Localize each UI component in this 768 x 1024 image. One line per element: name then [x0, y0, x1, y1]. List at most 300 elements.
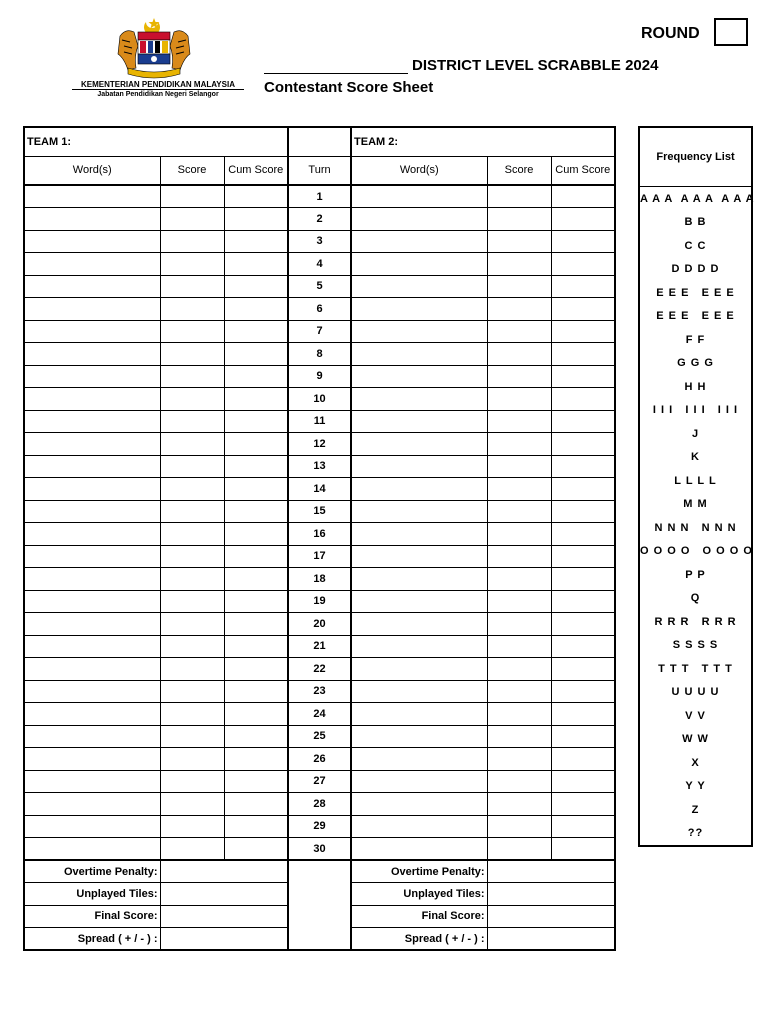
team2-footer-label: Final Score:	[351, 905, 487, 928]
turn-number: 14	[288, 478, 351, 501]
team2-cum-score-cell[interactable]	[551, 545, 615, 568]
team2-cum-score-cell[interactable]	[551, 410, 615, 433]
turn-number: 1	[288, 185, 351, 208]
frequency-item: F F	[685, 333, 706, 346]
turn-row	[24, 455, 615, 478]
turn-number: 11	[288, 410, 351, 433]
team2-score-cell[interactable]	[487, 793, 551, 816]
team2-word-cell[interactable]	[351, 590, 487, 613]
turn-number: 24	[288, 703, 351, 726]
turn-row	[24, 253, 615, 276]
team2-words-header: Word(s)	[351, 156, 487, 185]
team2-word-cell[interactable]	[351, 365, 487, 388]
team2-cum-score-cell[interactable]	[551, 703, 615, 726]
turn-number: 8	[288, 343, 351, 366]
team2-score-cell[interactable]	[487, 568, 551, 591]
turn-number: 22	[288, 658, 351, 681]
footer-row	[24, 860, 615, 883]
frequency-item: T T T T T T	[658, 662, 733, 675]
team1-word-cell[interactable]	[24, 230, 160, 253]
team2-score-cell[interactable]	[487, 320, 551, 343]
team1-cum-score-cell[interactable]	[224, 500, 288, 523]
logo-divider	[72, 89, 244, 90]
team2-score-cell[interactable]	[487, 343, 551, 366]
team1-cum-score-cell[interactable]	[224, 343, 288, 366]
district-name-blank[interactable]	[264, 73, 408, 74]
team1-word-cell[interactable]	[24, 838, 160, 861]
turn-header: Turn	[288, 156, 351, 185]
team1-word-cell[interactable]	[24, 703, 160, 726]
turn-row	[24, 208, 615, 231]
frequency-item: V V	[685, 709, 706, 722]
team1-score-cell[interactable]	[160, 770, 224, 793]
turn-number: 6	[288, 298, 351, 321]
team1-word-cell[interactable]	[24, 478, 160, 501]
team1-score-cell[interactable]	[160, 410, 224, 433]
team1-cum-score-cell[interactable]	[224, 365, 288, 388]
team2-cum-score-cell[interactable]	[551, 230, 615, 253]
turn-number: 10	[288, 388, 351, 411]
team1-cum-score-cell[interactable]	[224, 748, 288, 771]
team1-cum-score-cell[interactable]	[224, 793, 288, 816]
team2-score-cell[interactable]	[487, 703, 551, 726]
team1-score-cell[interactable]	[160, 208, 224, 231]
team2-score-cell[interactable]	[487, 523, 551, 546]
team2-word-cell[interactable]	[351, 208, 487, 231]
team2-footer-value[interactable]	[487, 860, 615, 883]
frequency-item: P P	[685, 568, 706, 581]
frequency-item: G G G	[677, 357, 714, 370]
turn-number: 17	[288, 545, 351, 568]
team2-cum-score-cell[interactable]	[551, 455, 615, 478]
team2-cum-score-cell[interactable]	[551, 568, 615, 591]
team2-word-cell[interactable]	[351, 793, 487, 816]
team1-score-cell[interactable]	[160, 523, 224, 546]
team1-cum-score-cell[interactable]	[224, 725, 288, 748]
team1-cum-score-cell[interactable]	[224, 613, 288, 636]
team2-score-cell[interactable]	[487, 770, 551, 793]
turn-row	[24, 478, 615, 501]
team1-cum-score-cell[interactable]	[224, 275, 288, 298]
team1-word-cell[interactable]	[24, 275, 160, 298]
team1-cum-score-cell[interactable]	[224, 410, 288, 433]
frequency-list-title: Frequency List	[639, 127, 752, 187]
team2-word-cell[interactable]	[351, 320, 487, 343]
frequency-item: E E E E E E	[656, 310, 735, 323]
team1-cum-score-cell[interactable]	[224, 478, 288, 501]
team1-cum-score-cell[interactable]	[224, 523, 288, 546]
team2-word-cell[interactable]	[351, 748, 487, 771]
team1-word-cell[interactable]	[24, 590, 160, 613]
team2-word-cell[interactable]	[351, 568, 487, 591]
frequency-item: ??	[687, 827, 704, 840]
team2-score-cell[interactable]	[487, 658, 551, 681]
team1-word-cell[interactable]	[24, 680, 160, 703]
team1-cum-score-cell[interactable]	[224, 590, 288, 613]
team1-word-cell[interactable]	[24, 455, 160, 478]
team2-cum-score-cell[interactable]	[551, 208, 615, 231]
team2-footer-label: Overtime Penalty:	[351, 860, 487, 883]
team2-cum-score-cell[interactable]	[551, 298, 615, 321]
team1-word-cell[interactable]	[24, 793, 160, 816]
frequency-item: N N N N N N	[654, 521, 737, 534]
team1-word-cell[interactable]	[24, 815, 160, 838]
turn-row	[24, 770, 615, 793]
frequency-item: B B	[684, 216, 707, 229]
team2-cum-score-header: Cum Score	[551, 156, 615, 185]
team1-word-cell[interactable]	[24, 185, 160, 208]
turn-row	[24, 748, 615, 771]
team1-score-cell[interactable]	[160, 635, 224, 658]
team2-word-cell[interactable]	[351, 613, 487, 636]
frequency-item: J	[691, 427, 700, 440]
team2-word-cell[interactable]	[351, 455, 487, 478]
team1-word-cell[interactable]	[24, 545, 160, 568]
team2-word-cell[interactable]	[351, 658, 487, 681]
team1-score-cell[interactable]	[160, 793, 224, 816]
team2-cum-score-cell[interactable]	[551, 838, 615, 861]
team2-word-cell[interactable]	[351, 770, 487, 793]
team1-score-cell[interactable]	[160, 838, 224, 861]
team2-score-cell[interactable]	[487, 298, 551, 321]
team2-score-cell[interactable]	[487, 545, 551, 568]
team1-score-cell[interactable]	[160, 478, 224, 501]
team2-cum-score-cell[interactable]	[551, 320, 615, 343]
team1-footer-value[interactable]	[160, 860, 288, 883]
team2-word-cell[interactable]	[351, 275, 487, 298]
team1-score-cell[interactable]	[160, 320, 224, 343]
team2-score-cell[interactable]	[487, 478, 551, 501]
frequency-list	[638, 126, 753, 847]
team2-score-cell[interactable]	[487, 433, 551, 456]
turn-number: 25	[288, 725, 351, 748]
turn-number: 19	[288, 590, 351, 613]
frequency-item: K	[691, 451, 700, 464]
team2-score-cell[interactable]	[487, 500, 551, 523]
team2-label[interactable]: TEAM 2:	[351, 127, 615, 156]
turn-row	[24, 680, 615, 703]
team2-cum-score-cell[interactable]	[551, 433, 615, 456]
turn-row	[24, 298, 615, 321]
district-title: DISTRICT LEVEL SCRABBLE 2024	[412, 57, 659, 74]
team1-cum-score-cell[interactable]	[224, 253, 288, 276]
team1-word-cell[interactable]	[24, 320, 160, 343]
team2-word-cell[interactable]	[351, 343, 487, 366]
turn-row	[24, 500, 615, 523]
team1-score-cell[interactable]	[160, 365, 224, 388]
team2-cum-score-cell[interactable]	[551, 793, 615, 816]
team1-word-cell[interactable]	[24, 748, 160, 771]
team1-cum-score-cell[interactable]	[224, 680, 288, 703]
team2-score-cell[interactable]	[487, 455, 551, 478]
team1-score-cell[interactable]	[160, 298, 224, 321]
frequency-item: C C	[684, 239, 707, 252]
team2-cum-score-cell[interactable]	[551, 275, 615, 298]
frequency-item: W W	[682, 733, 709, 746]
team2-cum-score-cell[interactable]	[551, 725, 615, 748]
team2-score-cell[interactable]	[487, 838, 551, 861]
team1-word-cell[interactable]	[24, 568, 160, 591]
team2-word-cell[interactable]	[351, 433, 487, 456]
team2-score-cell[interactable]	[487, 365, 551, 388]
frequency-item: U U U U	[671, 686, 720, 699]
team1-cum-score-cell[interactable]	[224, 208, 288, 231]
frequency-item: Q	[690, 592, 701, 605]
team2-word-cell[interactable]	[351, 230, 487, 253]
team2-cum-score-cell[interactable]	[551, 658, 615, 681]
team1-footer-value[interactable]	[160, 928, 288, 951]
team1-word-cell[interactable]	[24, 770, 160, 793]
team1-cum-score-cell[interactable]	[224, 455, 288, 478]
turn-row	[24, 365, 615, 388]
team2-cum-score-cell[interactable]	[551, 253, 615, 276]
team1-word-cell[interactable]	[24, 410, 160, 433]
team1-score-cell[interactable]	[160, 680, 224, 703]
team2-score-cell[interactable]	[487, 613, 551, 636]
score-table	[23, 126, 616, 951]
team2-score-cell[interactable]	[487, 230, 551, 253]
team1-score-cell[interactable]	[160, 500, 224, 523]
turn-number: 13	[288, 455, 351, 478]
sheet-subtitle: Contestant Score Sheet	[264, 79, 434, 96]
turn-row	[24, 590, 615, 613]
team2-score-cell[interactable]	[487, 680, 551, 703]
team1-word-cell[interactable]	[24, 253, 160, 276]
frequency-item: Y Y	[685, 780, 706, 793]
team2-word-cell[interactable]	[351, 500, 487, 523]
team2-score-cell[interactable]	[487, 748, 551, 771]
turn-number: 27	[288, 770, 351, 793]
team2-cum-score-cell[interactable]	[551, 815, 615, 838]
team2-word-cell[interactable]	[351, 635, 487, 658]
turn-number: 9	[288, 365, 351, 388]
team2-score-cell[interactable]	[487, 253, 551, 276]
team1-word-cell[interactable]	[24, 298, 160, 321]
turn-row	[24, 815, 615, 838]
team1-score-cell[interactable]	[160, 725, 224, 748]
turn-row	[24, 433, 615, 456]
turn-number: 16	[288, 523, 351, 546]
team2-score-cell[interactable]	[487, 410, 551, 433]
turn-number: 23	[288, 680, 351, 703]
team1-footer-value[interactable]	[160, 883, 288, 906]
team1-label[interactable]: TEAM 1:	[24, 127, 288, 156]
turn-row	[24, 545, 615, 568]
team1-cum-score-cell[interactable]	[224, 815, 288, 838]
team1-word-cell[interactable]	[24, 343, 160, 366]
team1-score-cell[interactable]	[160, 568, 224, 591]
turn-number: 4	[288, 253, 351, 276]
team2-word-cell[interactable]	[351, 545, 487, 568]
team1-score-cell[interactable]	[160, 590, 224, 613]
team1-cum-score-cell[interactable]	[224, 433, 288, 456]
team2-word-cell[interactable]	[351, 725, 487, 748]
frequency-item: Z	[691, 803, 700, 816]
team2-score-cell[interactable]	[487, 388, 551, 411]
team2-score-cell[interactable]	[487, 815, 551, 838]
frequency-item: S S S S	[672, 639, 719, 652]
team1-score-cell[interactable]	[160, 703, 224, 726]
turn-row	[24, 275, 615, 298]
team1-word-cell[interactable]	[24, 388, 160, 411]
team-header-row	[24, 127, 615, 156]
team2-cum-score-cell[interactable]	[551, 478, 615, 501]
team2-cum-score-cell[interactable]	[551, 500, 615, 523]
team1-word-cell[interactable]	[24, 725, 160, 748]
team2-cum-score-cell[interactable]	[551, 365, 615, 388]
team2-score-cell[interactable]	[487, 275, 551, 298]
turn-number: 20	[288, 613, 351, 636]
turn-row	[24, 568, 615, 591]
team1-word-cell[interactable]	[24, 365, 160, 388]
team2-footer-value[interactable]	[487, 905, 615, 928]
team2-cum-score-cell[interactable]	[551, 590, 615, 613]
frequency-item: R R R R R R	[654, 615, 737, 628]
frequency-item: A A A A A A A A A	[640, 192, 755, 205]
ministry-name: KEMENTERIAN PENDIDIKAN MALAYSIA	[81, 80, 235, 89]
turn-row	[24, 523, 615, 546]
team2-cum-score-cell[interactable]	[551, 523, 615, 546]
team1-word-cell[interactable]	[24, 613, 160, 636]
team1-score-cell[interactable]	[160, 253, 224, 276]
team2-word-cell[interactable]	[351, 478, 487, 501]
team1-score-cell[interactable]	[160, 230, 224, 253]
team1-cum-score-cell[interactable]	[224, 388, 288, 411]
turn-number: 3	[288, 230, 351, 253]
turn-number: 5	[288, 275, 351, 298]
team2-cum-score-cell[interactable]	[551, 185, 615, 208]
team2-word-cell[interactable]	[351, 410, 487, 433]
team1-score-cell[interactable]	[160, 658, 224, 681]
team1-score-cell[interactable]	[160, 455, 224, 478]
team2-word-cell[interactable]	[351, 703, 487, 726]
team1-cum-score-cell[interactable]	[224, 545, 288, 568]
turn-number: 2	[288, 208, 351, 231]
team2-score-cell[interactable]	[487, 590, 551, 613]
column-header-row	[24, 156, 615, 185]
team1-cum-score-cell[interactable]	[224, 770, 288, 793]
coat-of-arms-logo	[112, 16, 196, 80]
team1-cum-score-cell[interactable]	[224, 703, 288, 726]
team1-score-cell[interactable]	[160, 275, 224, 298]
team1-cum-score-header: Cum Score	[224, 156, 288, 185]
turn-row	[24, 410, 615, 433]
team2-footer-label: Spread ( + / - ) :	[351, 928, 487, 951]
team1-footer-label: Spread ( + / - ) :	[24, 928, 160, 951]
team2-cum-score-cell[interactable]	[551, 770, 615, 793]
turn-row	[24, 658, 615, 681]
team1-footer-label: Final Score:	[24, 905, 160, 928]
turn-row	[24, 185, 615, 208]
team1-score-cell[interactable]	[160, 185, 224, 208]
team1-cum-score-cell[interactable]	[224, 568, 288, 591]
turn-row	[24, 613, 615, 636]
frequency-item: O O O O O O O O	[640, 545, 753, 558]
team2-score-cell[interactable]	[487, 725, 551, 748]
team1-cum-score-cell[interactable]	[224, 298, 288, 321]
team2-word-cell[interactable]	[351, 185, 487, 208]
state-department-name: Jabatan Pendidikan Negeri Selangor	[97, 91, 219, 98]
team1-score-header: Score	[160, 156, 224, 185]
frequency-item: X	[691, 756, 700, 769]
team1-score-cell[interactable]	[160, 613, 224, 636]
team2-word-cell[interactable]	[351, 838, 487, 861]
team2-word-cell[interactable]	[351, 388, 487, 411]
team2-word-cell[interactable]	[351, 298, 487, 321]
team2-footer-value[interactable]	[487, 883, 615, 906]
team1-cum-score-cell[interactable]	[224, 838, 288, 861]
team2-footer-value[interactable]	[487, 928, 615, 951]
team1-score-cell[interactable]	[160, 343, 224, 366]
team2-cum-score-cell[interactable]	[551, 748, 615, 771]
turn-number: 28	[288, 793, 351, 816]
team2-cum-score-cell[interactable]	[551, 343, 615, 366]
turn-number: 7	[288, 320, 351, 343]
frequency-item: L L L L	[674, 474, 717, 487]
round-number-box[interactable]	[714, 18, 748, 46]
turn-footer-blank	[288, 860, 351, 950]
turn-number: 30	[288, 838, 351, 861]
frequency-item: E E E E E E	[656, 286, 735, 299]
team1-word-cell[interactable]	[24, 658, 160, 681]
team1-word-cell[interactable]	[24, 208, 160, 231]
team1-word-cell[interactable]	[24, 635, 160, 658]
team1-cum-score-cell[interactable]	[224, 320, 288, 343]
team1-score-cell[interactable]	[160, 748, 224, 771]
team1-score-cell[interactable]	[160, 815, 224, 838]
team2-cum-score-cell[interactable]	[551, 388, 615, 411]
team2-footer-label: Unplayed Tiles:	[351, 883, 487, 906]
team2-cum-score-cell[interactable]	[551, 680, 615, 703]
team2-cum-score-cell[interactable]	[551, 635, 615, 658]
team1-footer-label: Unplayed Tiles:	[24, 883, 160, 906]
turn-row	[24, 703, 615, 726]
team1-word-cell[interactable]	[24, 433, 160, 456]
round-label: ROUND	[641, 25, 700, 42]
turn-number: 15	[288, 500, 351, 523]
turn-row	[24, 320, 615, 343]
team1-score-cell[interactable]	[160, 388, 224, 411]
frequency-item: D D D D	[671, 263, 720, 276]
team2-score-header: Score	[487, 156, 551, 185]
team2-score-cell[interactable]	[487, 208, 551, 231]
team1-word-cell[interactable]	[24, 523, 160, 546]
team1-cum-score-cell[interactable]	[224, 658, 288, 681]
team1-score-cell[interactable]	[160, 545, 224, 568]
team2-word-cell[interactable]	[351, 815, 487, 838]
team2-word-cell[interactable]	[351, 253, 487, 276]
turn-row	[24, 838, 615, 861]
team1-footer-label: Overtime Penalty:	[24, 860, 160, 883]
turn-number: 21	[288, 635, 351, 658]
team2-score-cell[interactable]	[487, 185, 551, 208]
team2-word-cell[interactable]	[351, 523, 487, 546]
team1-cum-score-cell[interactable]	[224, 230, 288, 253]
team1-cum-score-cell[interactable]	[224, 635, 288, 658]
frequency-item: I I I I I I I I I	[652, 404, 739, 417]
team1-footer-value[interactable]	[160, 905, 288, 928]
turn-row	[24, 725, 615, 748]
team2-score-cell[interactable]	[487, 635, 551, 658]
team2-cum-score-cell[interactable]	[551, 613, 615, 636]
team1-word-cell[interactable]	[24, 500, 160, 523]
turn-row	[24, 230, 615, 253]
team2-word-cell[interactable]	[351, 680, 487, 703]
frequency-item: M M	[683, 498, 708, 511]
team1-score-cell[interactable]	[160, 433, 224, 456]
team1-cum-score-cell[interactable]	[224, 185, 288, 208]
turn-number: 12	[288, 433, 351, 456]
